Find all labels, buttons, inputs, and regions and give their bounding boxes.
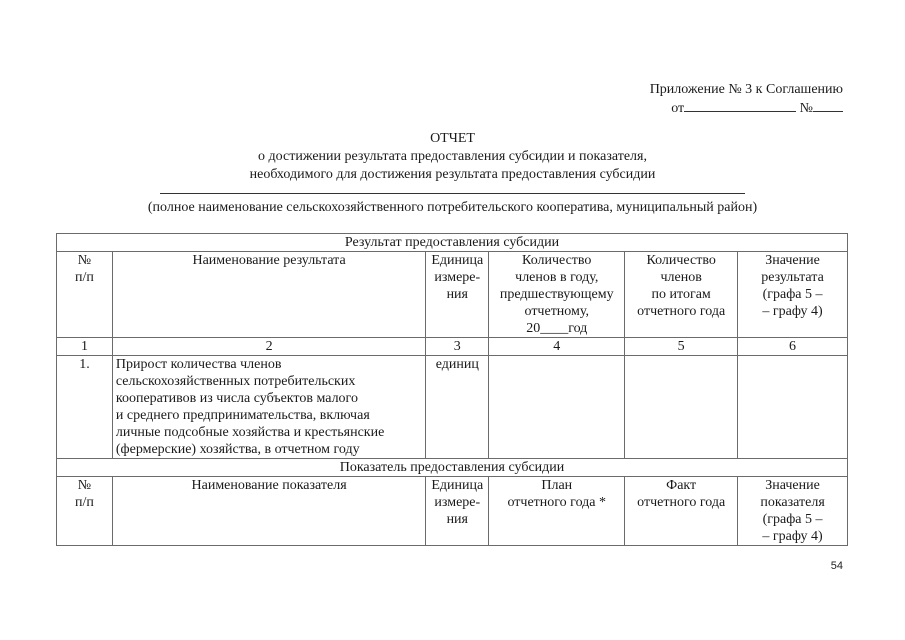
date-blank [684,99,796,112]
header2-fact: Факт отчетного года [625,477,738,546]
from-label: от [671,101,685,116]
header2-num: № п/п [57,477,113,546]
header2-indicator-name: Наименование показателя [112,477,425,546]
section-title-result: Результат предоставления субсидии [57,234,848,252]
cooperative-name-caption: (полное наименование сельскохозяйственного потребительского кооператива, муниципальный район) [147,200,758,215]
title-main: ОТЧЕТ [430,131,475,146]
appendix-note [650,80,843,118]
column-number-4: 4 [489,338,625,356]
header-num: № п/п [57,252,113,338]
report-table [56,233,848,546]
header-row-result [57,252,848,338]
row-num: 1. [57,356,113,459]
header-row-indicator [57,477,848,546]
row-result-value[interactable] [738,356,848,459]
report-title [0,130,905,184]
row-result-name: Прирост количества членов сельскохозяйственных потребительских кооперативов из числа субъектов малого и среднего предпринимательства, включая личные подсобные хозяйства и крестьянские (фермерские) хозяйства, в отчетном году [112,356,425,459]
row-prev-year-value[interactable] [489,356,625,459]
column-number-5: 5 [625,338,738,356]
row-report-year-value[interactable] [625,356,738,459]
number-label: № [799,101,813,116]
header-unit: Единица измере- ния [426,252,489,338]
header-prev-year-members: Количество членов в году, предшествующему отчетному, 20____год [489,252,625,338]
section-row-result [57,234,848,252]
title-line-2: о достижении результата предоставления субсидии и показателя, [258,149,647,164]
header2-plan: План отчетного года * [489,477,625,546]
column-number-row [57,338,848,356]
number-blank [813,99,843,112]
page-number: 54 [830,560,843,572]
title-line-3: необходимого для достижения результата предоставления субсидии [249,167,656,182]
header2-unit: Единица измере- ния [426,477,489,546]
header-report-year-members: Количество членов по итогам отчетного года [625,252,738,338]
header2-indicator-value: Значение показателя (графа 5 – – графу 4) [738,477,848,546]
appendix-title: Приложение № 3 к Соглашению [649,82,843,97]
column-number-3: 3 [426,338,489,356]
column-number-2: 2 [112,338,425,356]
column-number-1: 1 [57,338,113,356]
section-row-indicator [57,459,848,477]
appendix-date-number [650,99,843,118]
header-result-value: Значение результата (графа 5 – – графу 4) [738,252,848,338]
row-unit: единиц [426,356,489,459]
cooperative-name-line [160,193,745,194]
section-title-indicator: Показатель предоставления субсидии [57,459,848,477]
header-result-name: Наименование результата [112,252,425,338]
column-number-6: 6 [738,338,848,356]
table-row [57,356,848,459]
